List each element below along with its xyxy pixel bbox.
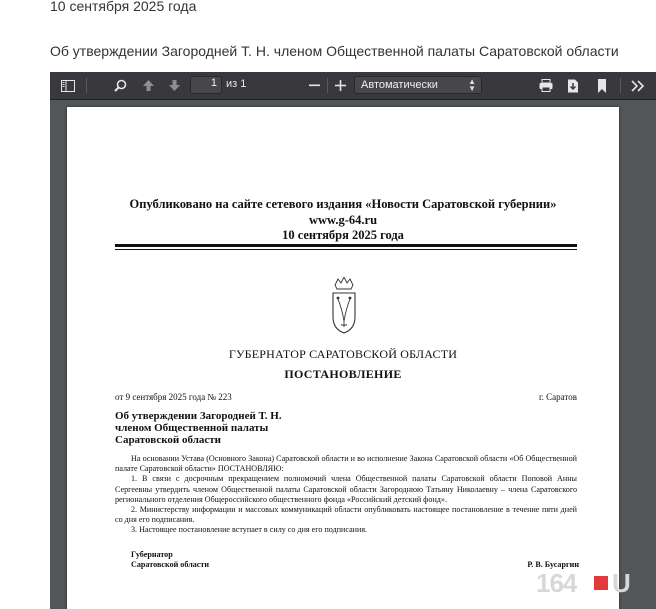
article-date: 10 сентября 2025 года: [50, 0, 197, 14]
paragraph-intro: На основании Устава (Основного Закона) Саратовской области и во исполнение Закона Саратовской области «Об Общественной палате Саратовской области» ПОСТАНОВЛЯЮ:: [115, 454, 577, 474]
search-button[interactable]: [110, 76, 130, 95]
double-rule-thin: [115, 249, 577, 250]
watermark-logo-suffix: U: [612, 568, 631, 598]
next-page-button[interactable]: [164, 76, 184, 95]
bookmark-icon: [597, 79, 607, 93]
publication-site: www.g-64.ru: [308, 213, 378, 227]
document-body: [115, 454, 577, 536]
paragraph-1: 1. В связи с досрочным прекращением полномочий члена Общественной палаты Саратовской области Поповой Анны Сергеевны утвердить членом Общественной палаты Саратовской области Загороднюю Татьяну Николаевну – члена Саратовского регионального отделения Общероссийского общественного фонда «Российский детский фонд».: [115, 474, 577, 504]
download-button[interactable]: [563, 76, 583, 95]
document-city: г. Саратов: [539, 392, 577, 402]
tools-button[interactable]: [628, 76, 648, 95]
page-count-label: из 1: [226, 78, 247, 90]
signer-title-line: Губернатор: [131, 550, 173, 559]
previous-page-button[interactable]: [138, 76, 158, 95]
document-subject: [115, 410, 282, 446]
pdf-toolbar: [50, 72, 656, 100]
page-number-input[interactable]: 1: [190, 76, 222, 94]
pdf-viewer: [50, 72, 656, 609]
toolbar-separator: [620, 78, 621, 93]
print-button[interactable]: [536, 76, 556, 95]
zoom-out-button[interactable]: [305, 76, 323, 95]
signer-title: [131, 550, 209, 570]
signer-title-line: Саратовской области: [131, 560, 210, 569]
pdf-page: [67, 107, 619, 609]
toolbar-separator: [86, 78, 87, 93]
governor-header: ГУБЕРНАТОР САРАТОВСКОЙ ОБЛАСТИ: [228, 347, 458, 361]
tools-icon: [631, 80, 645, 92]
publication-date: 10 сентября 2025 года: [282, 228, 404, 242]
signer-name: Р. В. Бусаргин: [527, 560, 579, 569]
document-date-number: от 9 сентября 2025 года № 223: [115, 392, 232, 402]
zoom-select-value: Автоматически: [361, 79, 438, 91]
double-rule-thick: [115, 244, 577, 247]
sidebar-toggle-icon: [61, 80, 75, 92]
coat-of-arms-icon: [329, 277, 359, 340]
zoom-in-icon: [335, 80, 346, 91]
subject-line: Об утверждении Загородней Т. Н.: [115, 410, 282, 422]
zoom-select[interactable]: [354, 76, 482, 94]
chevron-up-down-icon: ▲ ▼: [468, 77, 476, 93]
zoom-in-button[interactable]: [331, 76, 349, 95]
download-icon: [567, 79, 579, 93]
toolbar-separator: [327, 78, 328, 93]
print-icon: [539, 79, 553, 92]
zoom-out-icon: [309, 80, 320, 91]
subject-line: Саратовской области: [115, 434, 222, 446]
search-icon: [114, 79, 127, 92]
article-title: Об утверждении Загородней Т. Н. членом Общественной палаты Саратовской области: [50, 43, 619, 59]
subject-line: членом Общественной палаты: [115, 422, 269, 434]
sidebar-toggle-button[interactable]: [58, 76, 78, 95]
publication-line: Опубликовано на сайте сетевого издания «Новости Саратовской губернии»: [129, 197, 557, 211]
next-page-icon: [168, 79, 181, 92]
paragraph-2: 2. Министерству информации и массовых коммуникаций области опубликовать настоящее постановление в течение пяти дней со дня его подписания.: [115, 505, 577, 525]
paragraph-3: 3. Настоящее постановление вступает в силу со дня его подписания.: [131, 525, 368, 535]
bookmark-button[interactable]: [592, 76, 612, 95]
watermark-logo: 164: [536, 568, 577, 598]
document-type: ПОСТАНОВЛЕНИЕ: [284, 367, 402, 381]
previous-page-icon: [142, 79, 155, 92]
watermark-accent: [594, 576, 608, 590]
